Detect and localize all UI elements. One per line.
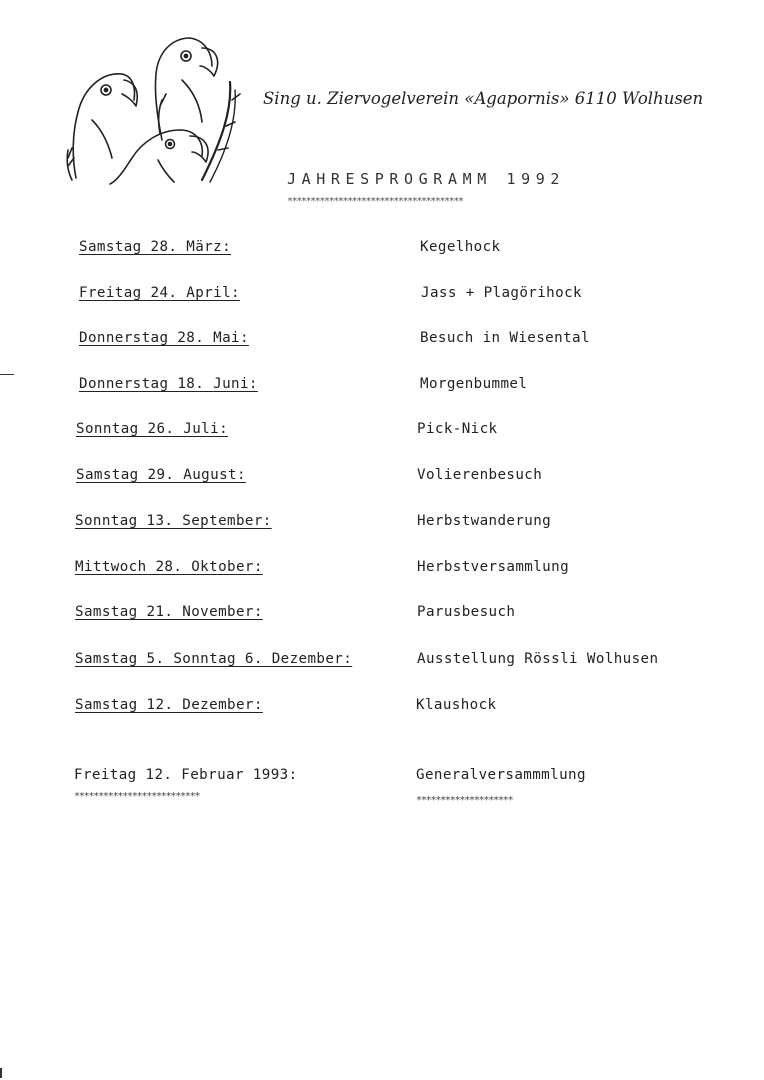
event-date: Donnerstag 28. Mai: bbox=[79, 330, 249, 346]
event-row bbox=[0, 651, 764, 681]
margin-mark bbox=[0, 1068, 2, 1078]
event-date: Samstag 29. August: bbox=[76, 467, 246, 483]
event-row bbox=[0, 239, 764, 269]
club-name: Sing u. Ziervogelverein «Agapornis» 6110 Wolhusen bbox=[263, 89, 704, 108]
event-row bbox=[0, 604, 764, 634]
event-row bbox=[0, 285, 764, 315]
event-name: Kegelhock bbox=[420, 239, 501, 255]
margin-mark bbox=[0, 374, 14, 375]
event-date: Donnerstag 18. Juni: bbox=[79, 376, 258, 392]
event-row bbox=[0, 513, 764, 543]
event-name: Volierenbesuch bbox=[417, 467, 543, 483]
event-name: Jass + Plagörihock bbox=[421, 285, 582, 301]
event-date: Sonntag 13. September: bbox=[75, 513, 272, 529]
final-event-date: Freitag 12. Februar 1993: bbox=[74, 767, 298, 783]
parrots-logo-icon bbox=[62, 30, 252, 185]
event-date: Samstag 28. März: bbox=[79, 239, 232, 255]
event-name: Ausstellung Rössli Wolhusen bbox=[417, 651, 659, 667]
page-title: JAHRESPROGRAMM 1992 bbox=[287, 170, 565, 188]
event-name: Morgenbummel bbox=[420, 376, 528, 392]
event-row bbox=[0, 330, 764, 360]
event-row bbox=[0, 376, 764, 406]
event-name: Besuch in Wiesental bbox=[420, 330, 590, 346]
event-date: Freitag 24. April: bbox=[79, 285, 240, 301]
event-date: Mittwoch 28. Oktober: bbox=[75, 559, 263, 575]
event-row bbox=[0, 467, 764, 497]
event-name: Herbstversammlung bbox=[417, 559, 570, 575]
event-row bbox=[0, 421, 764, 451]
title-underline-stars: ************************************** bbox=[287, 196, 463, 207]
event-row bbox=[0, 559, 764, 589]
event-name: Herbstwanderung bbox=[417, 513, 552, 529]
event-row bbox=[0, 697, 764, 727]
event-date: Sonntag 26. Juli: bbox=[76, 421, 229, 437]
final-event-name: Generalversammmlung bbox=[416, 767, 586, 783]
event-name: Klaushock bbox=[416, 697, 497, 713]
final-event-underline-stars: ******************** bbox=[416, 795, 513, 806]
event-name: Parusbesuch bbox=[417, 604, 516, 620]
event-date: Samstag 21. November: bbox=[75, 604, 263, 620]
event-name: Pick-Nick bbox=[417, 421, 498, 437]
event-date: Samstag 5. Sonntag 6. Dezember: bbox=[75, 651, 353, 667]
event-date: Samstag 12. Dezember: bbox=[75, 697, 263, 713]
final-date-underline-stars: ************************** bbox=[74, 791, 200, 802]
